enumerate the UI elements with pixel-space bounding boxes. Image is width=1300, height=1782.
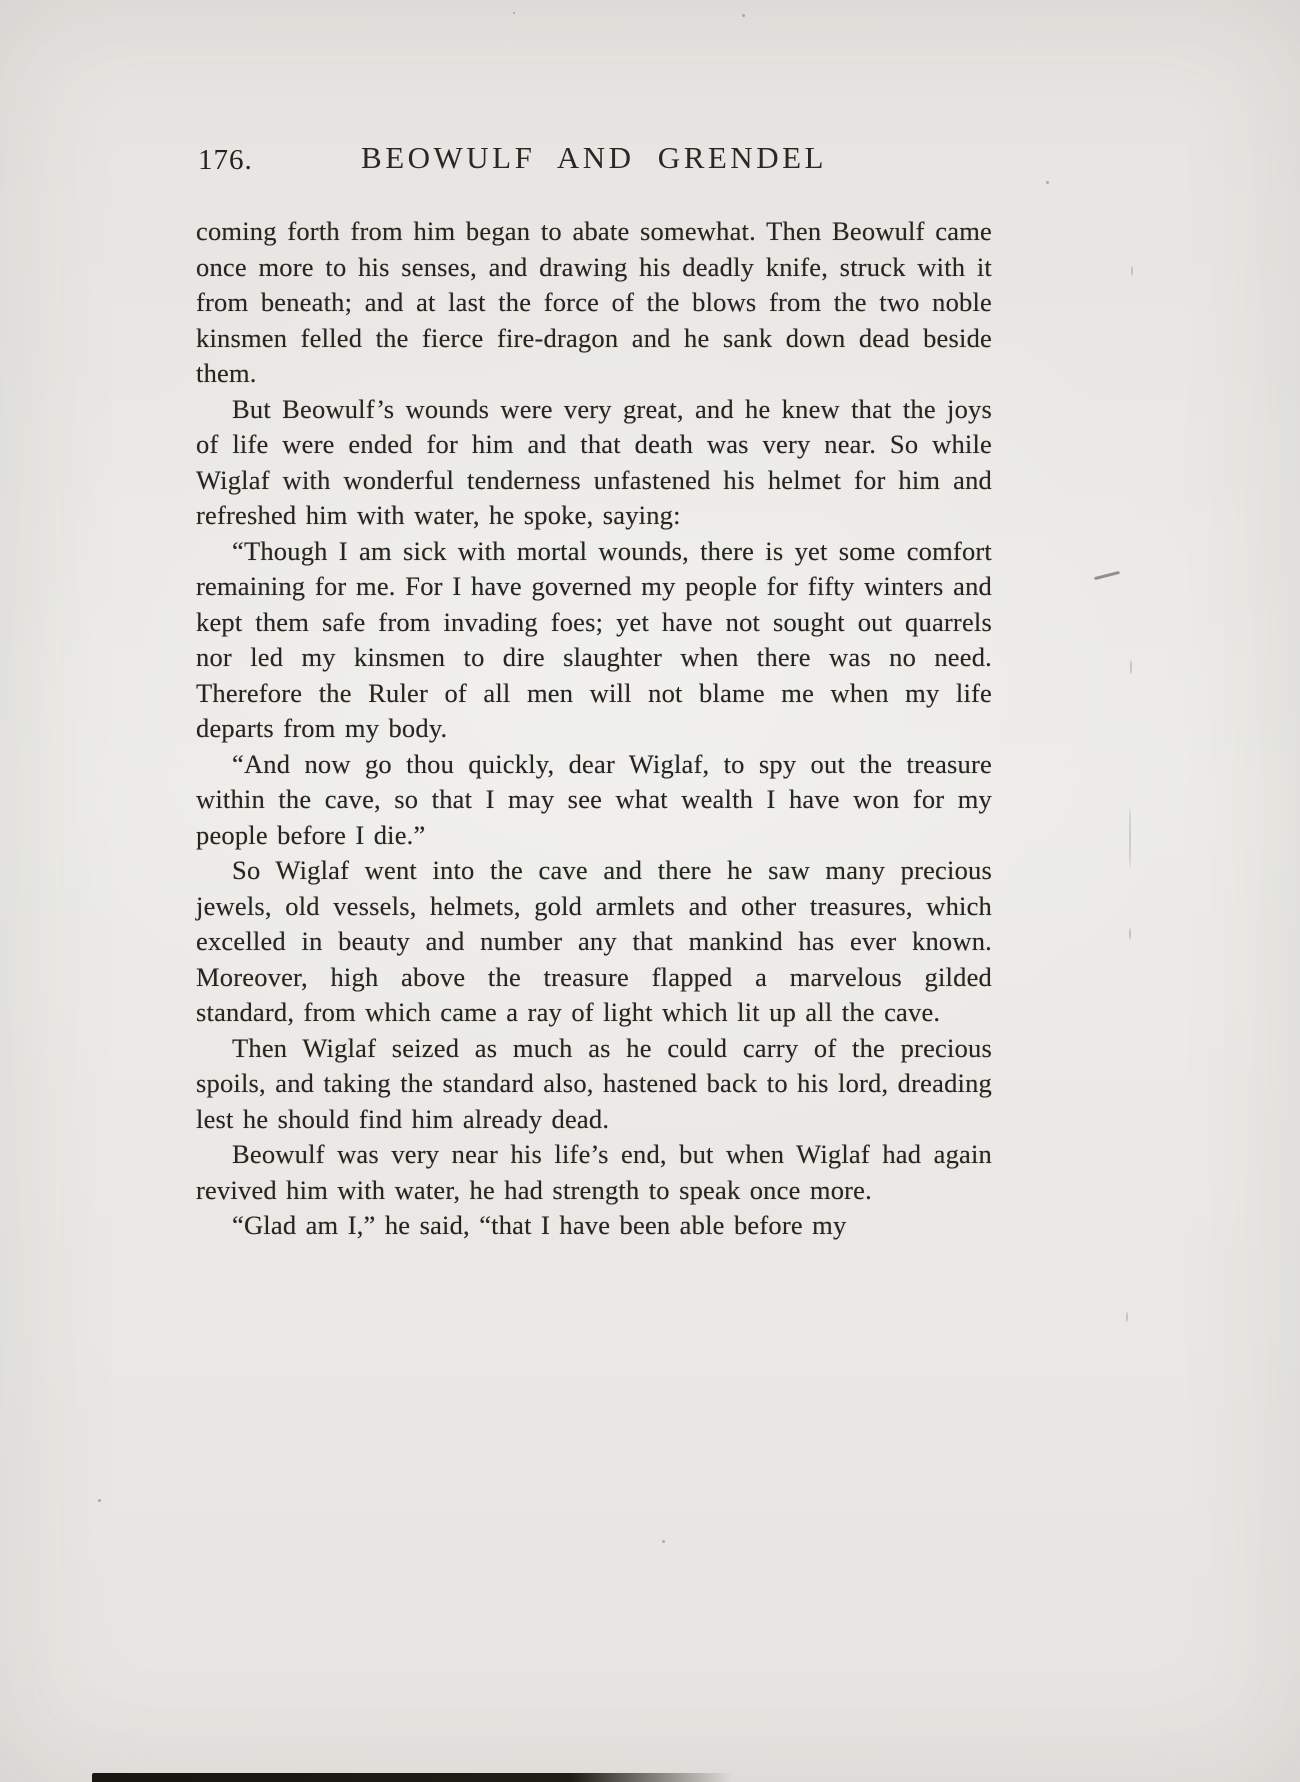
scan-speck: [1130, 660, 1132, 674]
scan-bottom-edge: [92, 1773, 732, 1782]
paragraph-4: “And now go thou quickly, dear Wiglaf, to spy out the treasure within the cave, so that I may see what wealth I have won for my people before I die.”: [196, 748, 992, 850]
paragraph-5: So Wiglaf went into the cave and there he saw many precious jewels, old vessels, helmets, gold armlets and other treasures, which excelled in beauty and number any that mankind has ever known. Moreover, high above the treasure flapped a marvelous gilded standard, from which came a ray of light which lit up all the cave.: [196, 855, 992, 1027]
scan-speck: [1126, 1312, 1128, 1322]
scan-speck: [1129, 808, 1131, 868]
paragraph-2: But Beowulf’s wounds were very great, and he knew that the joys of life were ended for him and that death was very near. So while Wiglaf with wonderful tenderness unfastened his helmet for him and refreshed him with water, he spoke, saying:: [196, 393, 992, 530]
running-title: BEOWULF AND GRENDEL: [361, 140, 827, 175]
page-number: 176.: [198, 144, 253, 176]
paragraph-6: Then Wiglaf seized as much as he could carry of the precious spoils, and taking the standard also, hastened back to his lord, dreading lest he should find him already dead.: [196, 1032, 992, 1134]
scan-speck: [662, 1540, 665, 1543]
paragraph-8: “Glad am I,” he said, “that I have been able before my: [232, 1210, 847, 1240]
scan-speck: [98, 1499, 101, 1502]
body-text: [196, 214, 992, 1244]
page-body: [196, 140, 992, 1244]
paragraph-1: coming forth from him began to abate somewhat. Then Beowulf came once more to his senses, and drawing his deadly knife, struck with it from beneath; and at last the force of the blows from the two noble kinsmen felled the fierce fire-dragon and he sank down dead beside them.: [196, 216, 992, 388]
scan-pen-mark: [1094, 571, 1120, 580]
scan-speck: [742, 14, 745, 17]
scan-speck: [1131, 266, 1133, 276]
scan-speck: [1129, 928, 1131, 940]
paragraph-7: Beowulf was very near his life’s end, but when Wiglaf had again revived him with water, he had strength to speak once more.: [196, 1139, 992, 1205]
scan-speck: [1046, 181, 1049, 184]
scan-speck: [513, 12, 515, 14]
page-header: [196, 140, 992, 182]
paragraph-3: “Though I am sick with mortal wounds, there is yet some comfort remaining for me. For I have governed my people for fifty winters and kept them safe from invading foes; yet have not sought out quarrels nor led my kinsmen to dire slaughter when there was no need. Therefore the Ruler of all men will not blame me when my life departs from my body.: [196, 535, 992, 743]
